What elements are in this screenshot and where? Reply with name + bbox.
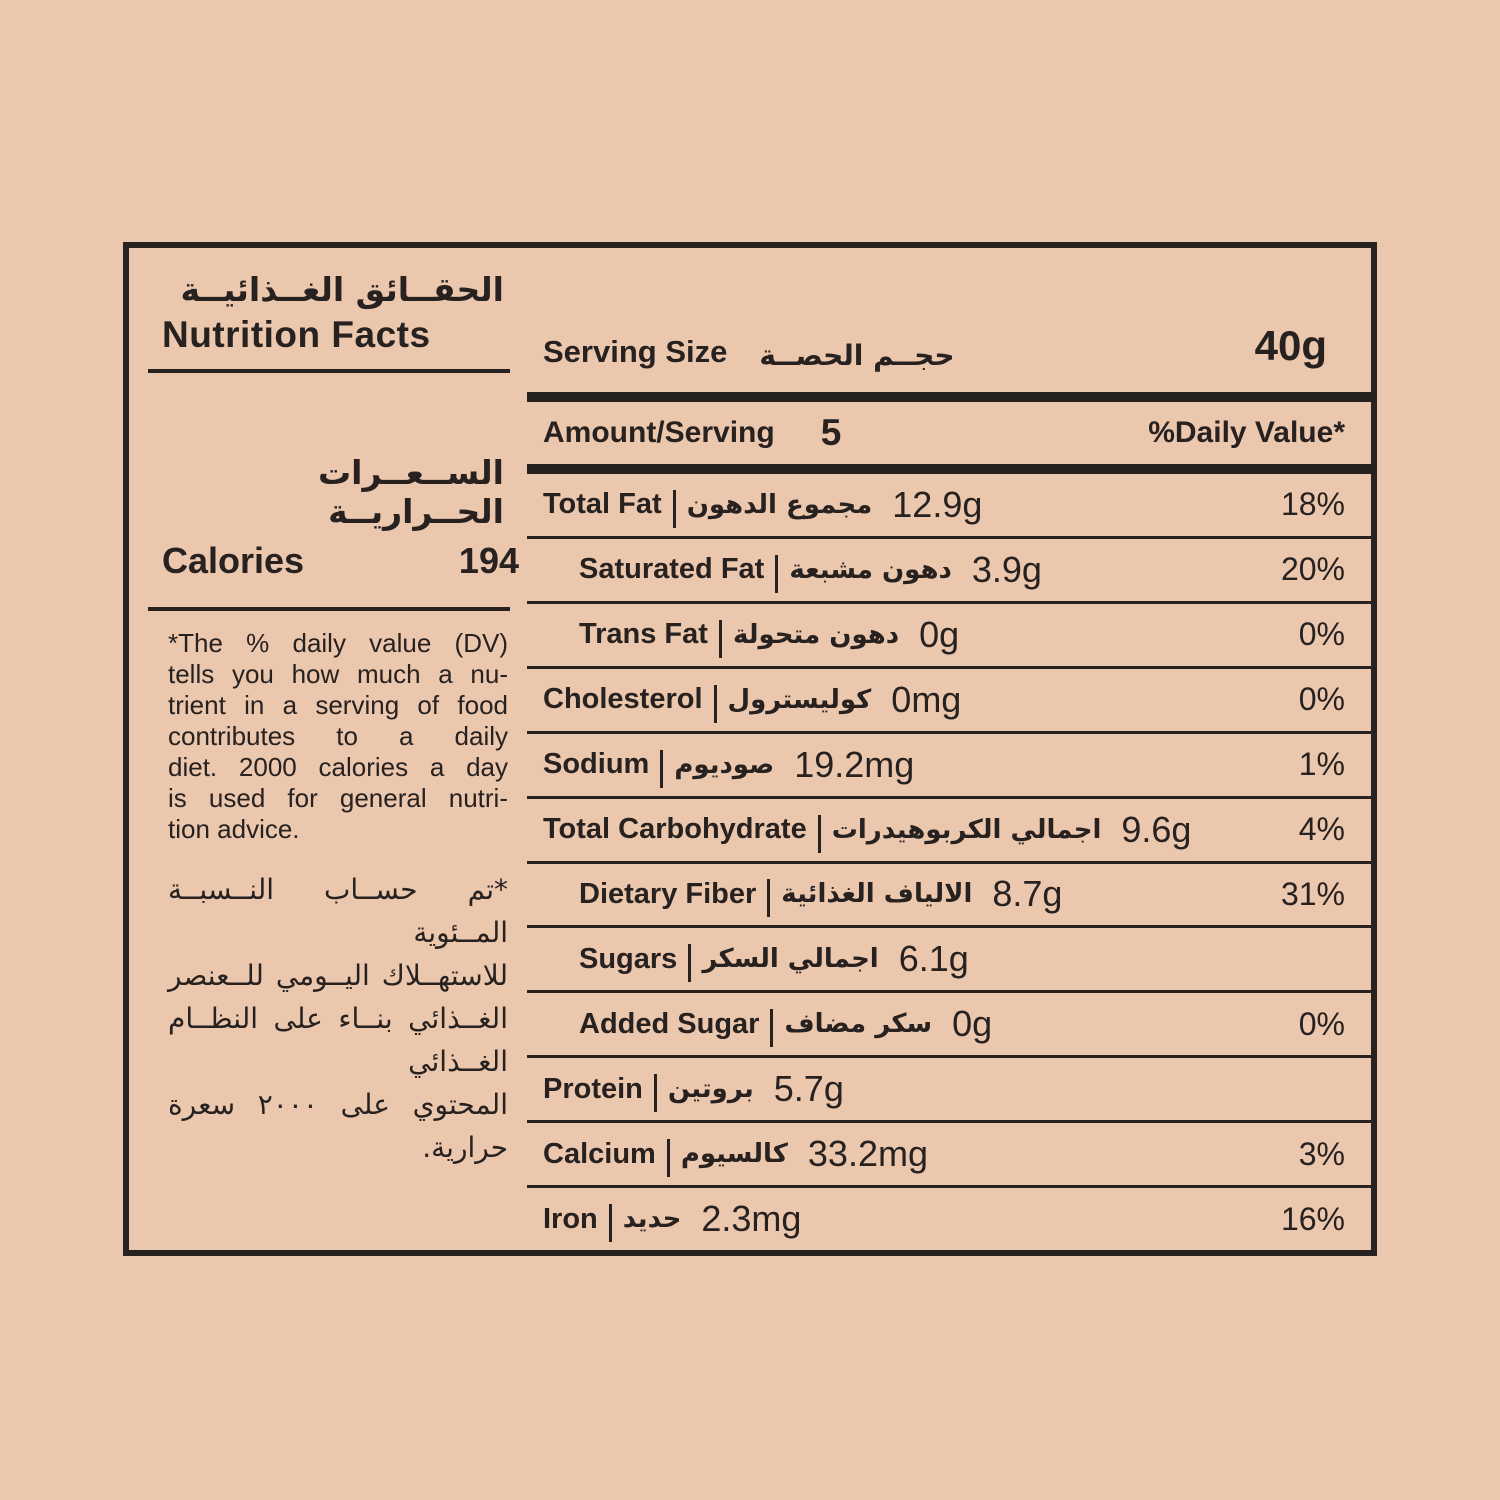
serving-size-label: Serving Size	[543, 334, 728, 369]
nutrient-name-arabic: الالياف الغذائية	[781, 879, 973, 910]
nutrient-amount: 12.9g	[892, 483, 983, 525]
nutrient-name: Calcium	[543, 1137, 656, 1170]
nutrient-row-protein	[527, 1058, 1371, 1123]
divider-line	[148, 607, 510, 611]
daily-value-note-english	[168, 628, 508, 845]
nutrient-row-sugars	[527, 928, 1371, 993]
nutrient-amount: 6.1g	[898, 938, 969, 980]
nutrient-name-arabic: اجمالي السكر	[702, 944, 879, 975]
nutrient-name: Protein	[543, 1072, 643, 1105]
nutrient-name: Sodium	[543, 748, 650, 781]
nutrient-name: Dietary Fiber	[579, 877, 757, 910]
nutrient-daily-value: 4%	[1298, 811, 1345, 848]
nutrient-amount: 0mg	[891, 678, 962, 720]
calories-value: 194	[458, 540, 519, 581]
pipe-separator	[775, 555, 778, 593]
pipe-separator	[667, 1139, 670, 1177]
nutrient-name-arabic: دهون متحولة	[732, 619, 900, 650]
nutrient-daily-value: 18%	[1280, 486, 1345, 523]
nutrient-amount: 9.6g	[1121, 808, 1192, 850]
calories-row	[162, 540, 519, 582]
nutrient-daily-value: 20%	[1280, 551, 1345, 588]
nutrition-facts-title: Nutrition Facts	[162, 314, 431, 355]
serving-size-value: 40g	[1254, 322, 1327, 369]
pipe-separator	[719, 620, 722, 658]
note-english-line: trient in a serving of food	[168, 690, 508, 720]
nutrient-name-arabic: صوديوم	[674, 749, 775, 780]
nutrient-name: Total Carbohydrate	[543, 813, 807, 846]
note-english-line: contributes to a daily	[168, 721, 508, 751]
nutrient-name: Added Sugar	[579, 1007, 760, 1040]
nutrient-row-saturated-fat	[527, 539, 1371, 604]
note-english-line: diet. 2000 calories a day	[168, 752, 508, 782]
nutrient-name-arabic: مجموع الدهون	[686, 489, 873, 520]
nutrient-row-iron	[527, 1188, 1371, 1250]
serving-size-label-arabic: حجــم الحصــة	[759, 339, 955, 372]
daily-value-note-arabic	[168, 868, 508, 1169]
note-arabic-line: *تم حســاب النــسبــة المــئوية	[168, 873, 508, 949]
nutrient-amount: 3.9g	[971, 548, 1042, 590]
nutrient-rows	[527, 474, 1371, 1250]
table-header-row	[527, 402, 1371, 464]
nutrient-amount: 0g	[952, 1003, 993, 1045]
note-arabic-line: الغــذائي بنــاء على النظــام الغــذائي	[168, 1002, 508, 1078]
nutrient-name: Trans Fat	[579, 618, 708, 651]
nutrient-amount: 2.3mg	[701, 1198, 802, 1240]
summary-column	[129, 248, 527, 1250]
nutrient-row-calcium	[527, 1123, 1371, 1188]
nutrient-daily-value: 0%	[1298, 681, 1345, 718]
nutrient-name-arabic: كالسيوم	[680, 1139, 788, 1170]
nutrient-daily-value: 0%	[1298, 1005, 1345, 1042]
note-arabic-line: للاستهــلاك اليــومي للــعنصر	[168, 959, 508, 992]
nutrient-row-dietary-fiber	[527, 864, 1371, 929]
nutrient-daily-value: 0%	[1298, 616, 1345, 653]
nutrition-table	[527, 248, 1371, 1250]
note-english-line: tells you how much a nu-	[168, 659, 508, 689]
nutrient-name-arabic: سكر مضاف	[784, 1009, 933, 1040]
pipe-separator	[660, 750, 663, 788]
note-english-line: *The % daily value (DV)	[168, 628, 508, 658]
nutrient-row-total-fat	[527, 474, 1371, 539]
amount-per-serving-label: Amount/Serving	[543, 416, 775, 449]
thick-divider	[527, 464, 1371, 474]
pipe-separator	[609, 1204, 612, 1242]
nutrient-name: Saturated Fat	[579, 553, 765, 586]
nutrient-daily-value: 16%	[1280, 1200, 1345, 1237]
nutrient-row-total-carbohydrate	[527, 799, 1371, 864]
serving-size-row	[527, 248, 1371, 392]
nutrient-name: Sugars	[579, 942, 678, 975]
nutrient-name-arabic: اجمالي الكربوهيدرات	[831, 814, 1102, 845]
nutrition-facts-panel	[123, 242, 1377, 1256]
nutrient-amount: 19.2mg	[794, 743, 915, 785]
note-english-line: is used for general nutri-	[168, 783, 508, 813]
daily-value-header: %Daily Value*	[1148, 416, 1345, 449]
divider-line	[148, 369, 510, 373]
nutrient-amount: 5.7g	[773, 1068, 844, 1110]
nutrient-row-cholesterol	[527, 669, 1371, 734]
nutrient-name: Total Fat	[543, 488, 662, 521]
pipe-separator	[770, 1009, 773, 1047]
nutrient-name-arabic: كوليسترول	[727, 684, 872, 715]
note-english-line: tion advice.	[168, 814, 300, 844]
calories-label: Calories	[162, 540, 305, 581]
calories-title-arabic: الســعــرات الحــراريــة	[317, 453, 504, 531]
nutrient-amount: 0g	[919, 613, 960, 655]
note-arabic-line: المحتوي على ٢٠٠٠ سعرة حرارية.	[168, 1088, 508, 1164]
thick-divider	[527, 392, 1371, 402]
nutrient-name-arabic: دهون مشبعة	[789, 554, 952, 585]
servings-count: 5	[820, 412, 842, 453]
nutrient-daily-value: 1%	[1298, 746, 1345, 783]
nutrient-name-arabic: بروتين	[667, 1074, 754, 1105]
nutrient-row-trans-fat	[527, 604, 1371, 669]
pipe-separator	[767, 879, 770, 917]
nutrient-amount: 8.7g	[992, 873, 1063, 915]
nutrient-daily-value: 3%	[1298, 1135, 1345, 1172]
nutrient-row-sodium	[527, 734, 1371, 799]
nutrition-facts-title-arabic: الحقــائق الغــذائيــة	[180, 270, 504, 309]
pipe-separator	[714, 685, 717, 723]
nutrient-row-added-sugar	[527, 993, 1371, 1058]
nutrient-amount: 33.2mg	[807, 1133, 928, 1175]
nutrient-daily-value: 31%	[1280, 875, 1345, 912]
nutrient-name: Cholesterol	[543, 683, 703, 716]
pipe-separator	[818, 815, 821, 853]
pipe-separator	[688, 944, 691, 982]
nutrient-name: Iron	[543, 1202, 598, 1235]
pipe-separator	[654, 1074, 657, 1112]
nutrient-name-arabic: حديد	[622, 1204, 682, 1235]
pipe-separator	[673, 490, 676, 528]
